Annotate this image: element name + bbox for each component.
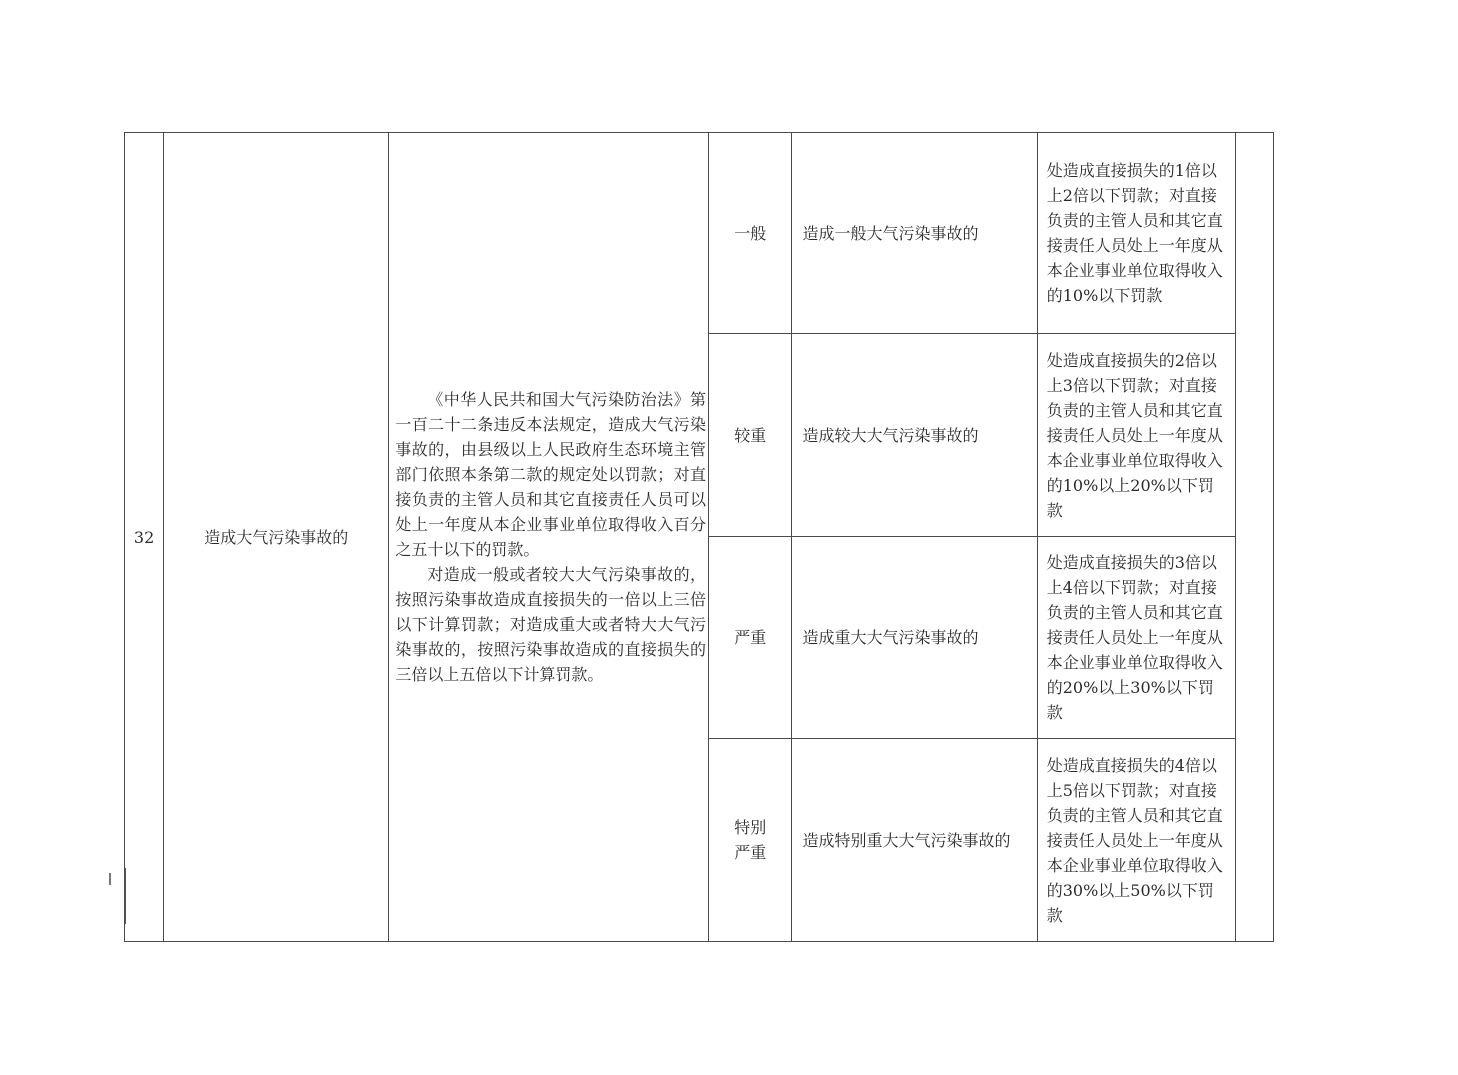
circumstance-text: 造成特别重大大气污染事故的 bbox=[802, 830, 1011, 850]
penalty-standard-cell bbox=[1037, 133, 1235, 334]
margin-line-mark bbox=[125, 868, 126, 924]
circumstance-cell bbox=[792, 537, 1037, 739]
severity-level-cell bbox=[709, 537, 792, 739]
circumstance-cell bbox=[792, 133, 1037, 334]
penalty-standard-text: 处造成直接损失的1倍以上2倍以下罚款；对直接负责的主管人员和其它直接责任人员处上一年度从本企业事业单位取得收入的10%以下罚款 bbox=[1046, 161, 1223, 305]
circumstance-cell bbox=[792, 334, 1037, 537]
severity-level: 较重 bbox=[734, 425, 767, 445]
circumstance-cell bbox=[792, 739, 1037, 942]
legal-basis-cell bbox=[389, 133, 709, 942]
circumstance-text: 造成较大大气污染事故的 bbox=[802, 425, 979, 445]
row-number: 32 bbox=[133, 527, 155, 547]
penalty-standard-text: 处造成直接损失的3倍以上4倍以下罚款；对直接负责的主管人员和其它直接责任人员处上一年度从本企业事业单位取得收入的20%以上30%以下罚款 bbox=[1046, 553, 1223, 722]
legal-basis-paragraph: 《中华人民共和国大气污染防治法》第一百二十二条违反本法规定，造成大气污染事故的，由县级以上人民政府生态环境主管部门依照本条第二款的规定处以罚款；对直接负责的主管人员和其它直接责任人员可以处上一年度从本企业事业单位取得收入百分之五十以下的罚款。 bbox=[395, 390, 707, 559]
severity-level: 特别 严重 bbox=[734, 818, 767, 862]
circumstance-text: 造成一般大气污染事故的 bbox=[802, 223, 979, 243]
severity-level-cell bbox=[709, 133, 792, 334]
violation-item-cell bbox=[164, 133, 389, 942]
severity-level-cell bbox=[709, 334, 792, 537]
circumstance-text: 造成重大大气污染事故的 bbox=[802, 628, 979, 647]
severity-level: 一般 bbox=[734, 223, 767, 243]
penalty-standard-cell bbox=[1037, 334, 1235, 537]
penalty-standard-cell bbox=[1037, 739, 1235, 942]
row-number-cell bbox=[125, 133, 164, 942]
penalty-standard-cell bbox=[1037, 537, 1235, 739]
table-row bbox=[125, 133, 1274, 334]
margin-tick-mark bbox=[109, 873, 111, 885]
legal-basis-paragraph: 对造成一般或者较大大气污染事故的，按照污染事故造成直接损失的一倍以上三倍以下计算罚款；对造成重大或者特大大气污染事故的，按照污染事故造成的直接损失的三倍以上五倍以下计算罚款。 bbox=[395, 565, 707, 684]
severity-level: 严重 bbox=[734, 628, 767, 647]
penalty-standard-text: 处造成直接损失的2倍以上3倍以下罚款；对直接负责的主管人员和其它直接责任人员处上一年度从本企业事业单位取得收入的10%以上20%以下罚款 bbox=[1046, 350, 1223, 520]
remarks-cell bbox=[1235, 133, 1273, 942]
penalty-standard-text: 处造成直接损失的4倍以上5倍以下罚款；对直接负责的主管人员和其它直接责任人员处上一年度从本企业事业单位取得收入的30%以上50%以下罚款 bbox=[1046, 755, 1223, 925]
penalty-table bbox=[124, 132, 1274, 942]
violation-item: 造成大气污染事故的 bbox=[204, 527, 349, 547]
severity-level-cell bbox=[709, 739, 792, 942]
